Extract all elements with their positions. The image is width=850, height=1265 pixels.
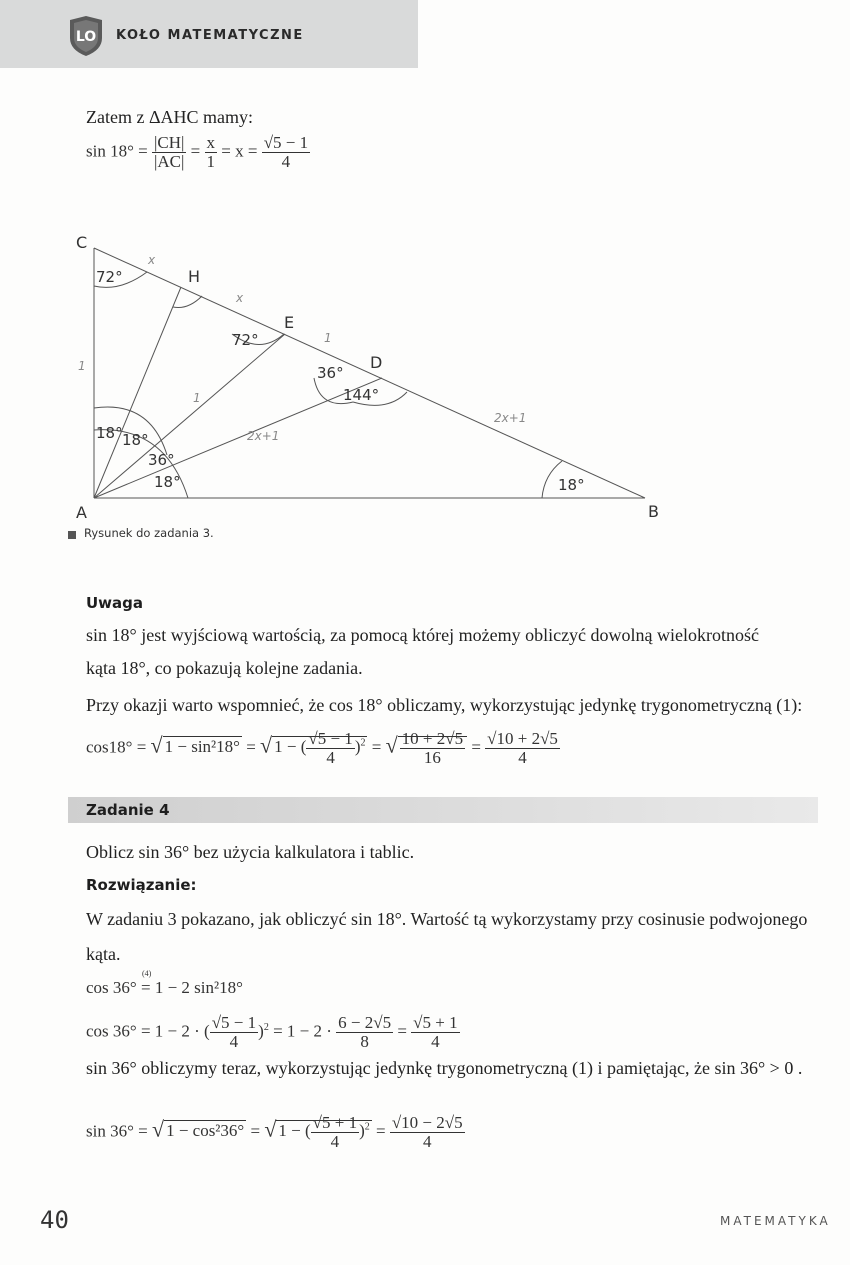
- angle-a2-label: 18°: [122, 431, 149, 449]
- denominator: 4: [411, 1032, 459, 1051]
- header-title: KOŁO MATEMATYCZNE: [116, 28, 304, 43]
- angle-a1-label: 18°: [96, 424, 123, 442]
- equals: = x =: [221, 141, 258, 161]
- equals: =: [397, 1021, 407, 1041]
- sin36-intro-text: sin 36° obliczymy teraz, wykorzystując jedynkę trygonometryczną (1) i pamiętając, że: [86, 1058, 710, 1078]
- exponent: 2: [263, 1021, 269, 1033]
- denominator: |AC|: [153, 152, 185, 171]
- segment-ad-label: 2x+1: [247, 429, 280, 443]
- fraction-x-1: [205, 134, 218, 171]
- page-number: 40: [40, 1206, 69, 1234]
- segment-db-label: 2x+1: [494, 411, 527, 425]
- uwaga-paragraph-1b: kąta 18°, co pokazują kolejne zadania.: [86, 658, 363, 678]
- denominator: 4: [485, 748, 560, 767]
- fraction-ch-ac: [152, 134, 186, 171]
- zadanie-4-heading: Zadanie 4: [86, 801, 170, 819]
- zadanie-4-paragraph-1a: W zadaniu 3 pokazano, jak obliczyć sin 18°. Wartość tą wykorzystamy przy cosinusie podwojonego: [86, 909, 808, 929]
- angle-e-label: 72°: [232, 331, 259, 349]
- numerator: √5 + 1: [413, 1013, 458, 1032]
- shield-badge-icon: [66, 14, 106, 58]
- fraction-cos36-result: [411, 1014, 459, 1051]
- fraction-sin36-result: [390, 1114, 465, 1151]
- equals: =: [140, 978, 151, 997]
- formula-cos18: cos18° = √ 1 − sin²18° = √ 1 − ( $\frac{√5 - 1}{4}$ )$^2$ = √ $\frac{10 + 2√5}{16}$ = $\frac{√10 + 2√5}{4}$: [86, 729, 558, 767]
- intro-text: Zatem z ΔAHC mamy:: [86, 107, 254, 127]
- segment-ae: [94, 334, 285, 498]
- exponent: 2: [360, 737, 366, 749]
- formula-lhs: cos18° =: [86, 737, 147, 757]
- reference-mark: (4): [141, 969, 152, 978]
- denominator: 4: [262, 152, 310, 171]
- badge-text: LO: [75, 29, 97, 45]
- fraction-result: [262, 134, 310, 171]
- sin36-condition: sin 36° > 0 .: [714, 1058, 803, 1078]
- point-e-label: E: [284, 313, 295, 332]
- one-minus: 1 −: [278, 1121, 301, 1141]
- equals: =: [376, 1121, 386, 1141]
- formula-cos36-identity: [86, 969, 243, 998]
- formula-sin36: sin 36° = √ 1 − cos²36° = √ 1 − ( $\frac{√5 + 1}{4}$ )$^2$ = $\frac{√10 - 2√5}{4}$: [86, 1113, 463, 1151]
- arc-h: [173, 296, 202, 308]
- radicand-group: 1 − ( $\frac{√5 + 1}{4}$ )$^2$: [278, 1113, 370, 1151]
- equals: =: [250, 1121, 261, 1141]
- triangle-figure: [70, 230, 670, 520]
- angle-c-label: 72°: [96, 268, 123, 286]
- point-a-label: A: [76, 503, 87, 520]
- equals: =: [371, 737, 382, 757]
- radicand: 1 − sin²18°: [164, 737, 240, 757]
- zadanie-4-task: Oblicz sin 36° bez użycia kalkulatora i tablic.: [86, 842, 415, 862]
- rozwiazanie-heading: Rozwiązanie:: [86, 876, 197, 894]
- segment-ae-label: 1: [193, 391, 201, 405]
- angle-a3-label: 36°: [148, 451, 175, 469]
- denominator: 4: [311, 1132, 359, 1151]
- formula-lhs: sin 36° =: [86, 1121, 148, 1141]
- sin36-intro: [86, 1057, 802, 1079]
- numerator: √10 − 2√5: [391, 1113, 463, 1132]
- point-d-label: D: [370, 353, 383, 372]
- caption-bullet: [68, 531, 76, 539]
- header-band: [0, 0, 418, 68]
- numerator: √5 − 1: [263, 133, 309, 152]
- segment-ed-label: 1: [324, 331, 332, 345]
- numerator: x: [206, 133, 216, 152]
- fraction-sqrt5-minus-1: [306, 730, 354, 767]
- uwaga-heading: Uwaga: [86, 594, 144, 612]
- side-cb: [94, 248, 645, 498]
- figure-caption: Rysunek do zadania 3.: [84, 526, 214, 540]
- numerator: √5 − 1: [211, 1013, 257, 1032]
- exponent: 2: [364, 1121, 370, 1133]
- equals: =: [471, 737, 481, 757]
- zadanie-4-paragraph-1b: kąta.: [86, 944, 121, 964]
- one-minus: 1 −: [274, 737, 297, 757]
- point-b-label: B: [648, 502, 659, 520]
- denominator: 4: [390, 1132, 465, 1151]
- segment-he-label: x: [236, 291, 244, 305]
- fraction-10-plus: [400, 730, 465, 767]
- numerator: √5 + 1: [312, 1113, 358, 1132]
- angle-a4-label: 18°: [154, 473, 181, 491]
- numerator: √10 + 2√5: [487, 729, 558, 748]
- equals: =: [190, 141, 201, 161]
- angle-d1-label: 36°: [317, 364, 344, 382]
- denominator: 8: [336, 1032, 393, 1051]
- footer-subject: MATEMATYKA: [720, 1214, 831, 1228]
- radicand: 1 − cos²36°: [166, 1121, 245, 1141]
- denominator: 1: [206, 152, 216, 171]
- formula-sin18: [86, 134, 310, 171]
- numerator: |CH|: [153, 133, 185, 152]
- formula-middle: = 1 − 2 ·: [273, 1021, 332, 1041]
- point-h-label: H: [188, 267, 201, 286]
- point-c-label: C: [76, 233, 88, 252]
- uwaga-paragraph-1a: sin 18° jest wyjściową wartością, za pomocą której możemy obliczyć dowolną wielokrotność: [86, 625, 760, 645]
- angle-b-label: 18°: [558, 476, 585, 494]
- uwaga-paragraph-2: Przy okazji warto wspomnieć, że cos 18° obliczamy, wykorzystując jedynkę trygonometryczną (1):: [86, 695, 803, 715]
- formula-rhs: 1 − 2 sin²18°: [154, 978, 243, 997]
- denominator: 16: [400, 748, 465, 767]
- numerator: √5 − 1: [308, 729, 353, 748]
- fraction-6-minus: [336, 1014, 393, 1051]
- radicand-group: 1 − ( $\frac{√5 - 1}{4}$ )$^2$: [274, 729, 366, 767]
- formula-lhs: cos 36°: [86, 978, 137, 997]
- angle-d2-label: 144°: [343, 386, 380, 404]
- fraction-sqrt5-minus-1: [210, 1014, 258, 1051]
- fraction-sqrt5-plus-1: [311, 1114, 359, 1151]
- segment-ac-label: 1: [78, 359, 86, 373]
- formula-lhs: cos 36° = 1 − 2 ·: [86, 1021, 200, 1041]
- formula-lhs: sin 18° =: [86, 141, 148, 161]
- segment-ch-label: x: [148, 253, 156, 267]
- radicand-fraction: [398, 729, 467, 767]
- numerator: 10 + 2√5: [401, 729, 464, 748]
- denominator: 4: [306, 748, 354, 767]
- zadanie-4-bar: [68, 797, 818, 823]
- formula-cos36: cos 36° = 1 − 2 · ( $\frac{√5 - 1}{4}$ )$^2$ = 1 − 2 · $\frac{6 - 2√5}{8}$ = $\frac{√5 + 1}{4}$: [86, 1013, 458, 1051]
- numerator: 6 − 2√5: [338, 1013, 392, 1032]
- fraction-cos18-result: [485, 730, 560, 767]
- denominator: 4: [210, 1032, 258, 1051]
- equals: =: [246, 737, 256, 757]
